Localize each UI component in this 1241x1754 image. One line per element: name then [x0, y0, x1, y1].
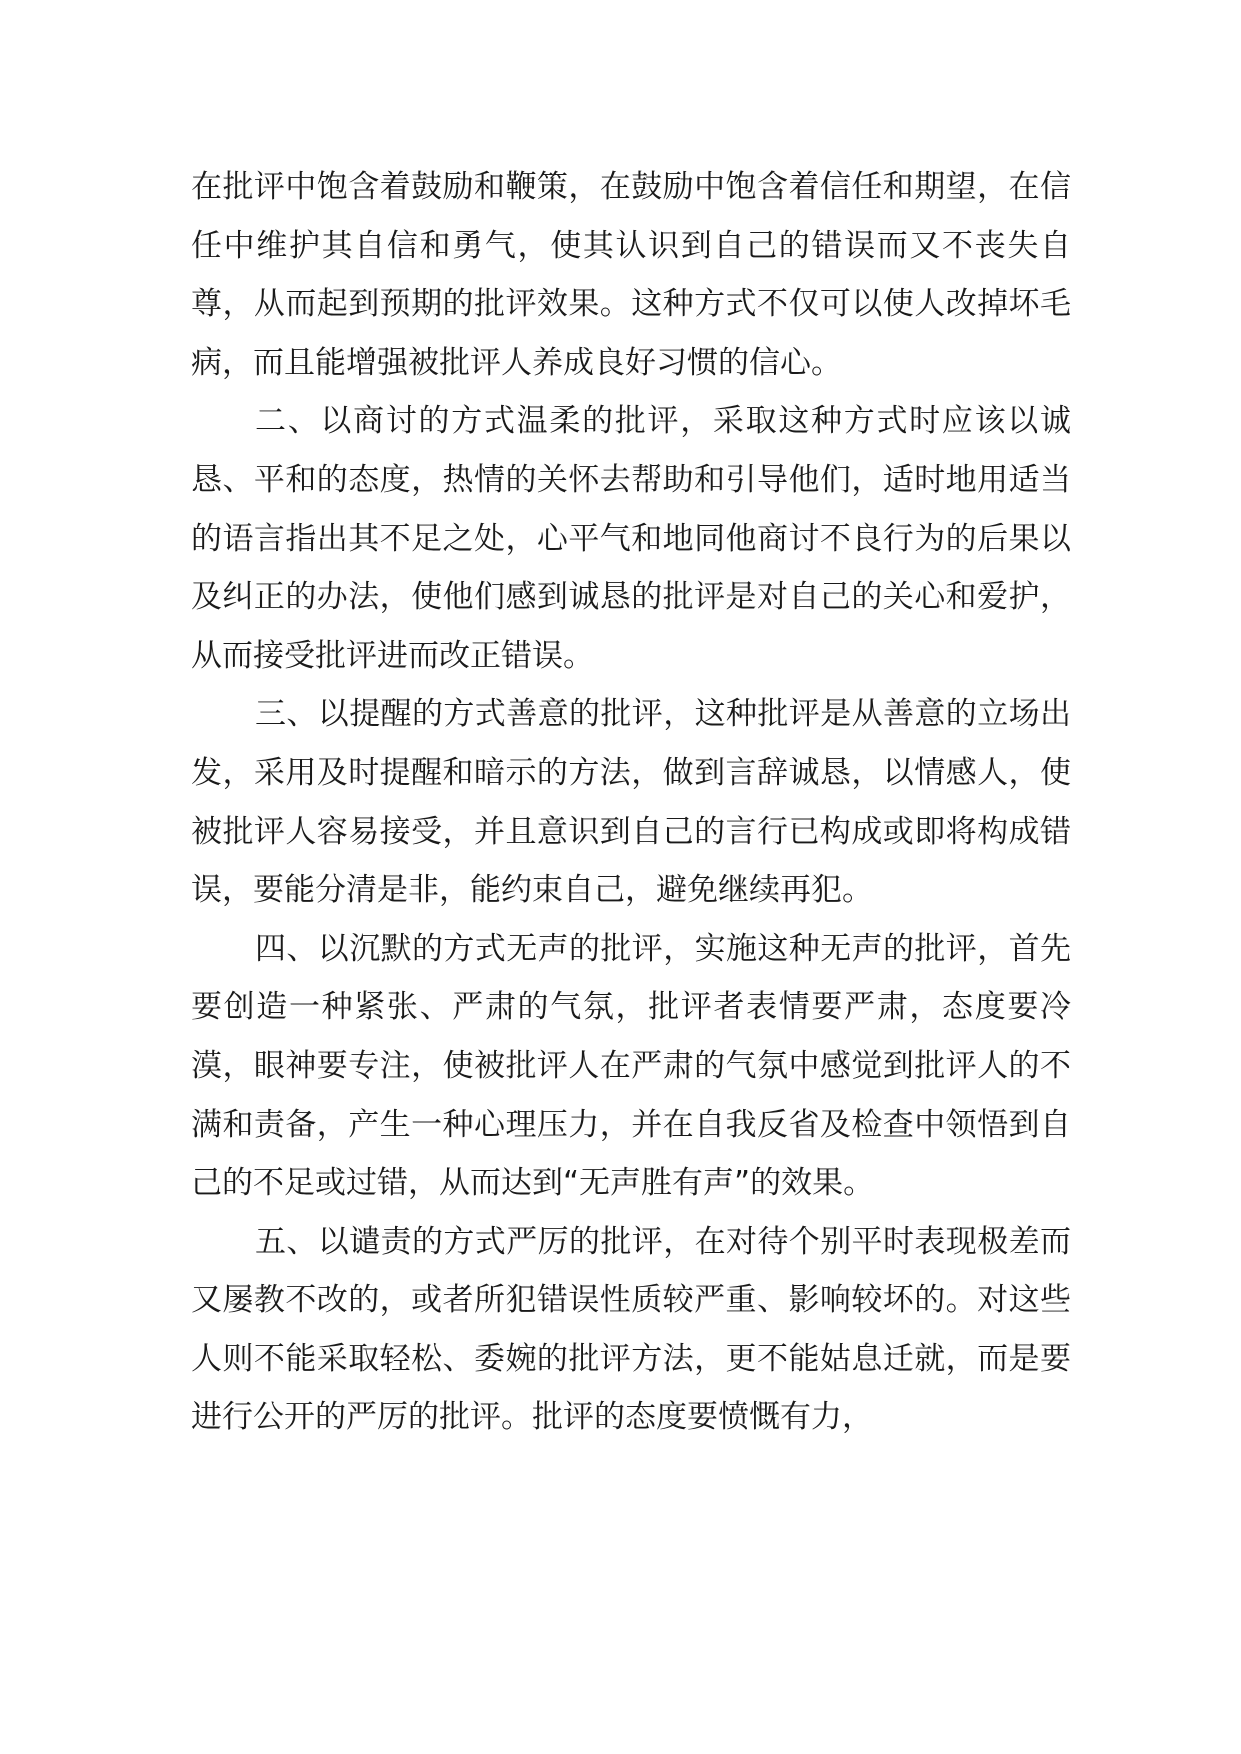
paragraph-section-2: 二、以商讨的方式温柔的批评，采取这种方式时应该以诚恳、平和的态度，热情的关怀去帮助和引导他们，适时地用适当的语言指出其不足之处，心平气和地同他商讨不良行为的后果以及纠正的办法，使他们感到诚恳的批评是对自己的关心和爱护，从而接受批评进而改正错误。: [191, 403, 1071, 674]
paragraph-section-3: 三、以提醒的方式善意的批评，这种批评是从善意的立场出发，采用及时提醒和暗示的方法，做到言辞诚恳，以情感人，使被批评人容易接受，并且意识到自己的言行已构成或即将构成错误，要能分清是非，能约束自己，避免继续再犯。: [191, 696, 1071, 909]
paragraph-section-5: 五、以谴责的方式严厉的批评，在对待个别平时表现极差而又屡教不改的，或者所犯错误性质较严重、影响较坏的。对这些人则不能采取轻松、委婉的批评方法，更不能姑息迁就，而是要进行公开的严厉的批评。批评的态度要愤慨有力，: [191, 1223, 1071, 1436]
paragraph-continuation: 在批评中饱含着鼓励和鞭策，在鼓励中饱含着信任和期望，在信任中维护其自信和勇气，使其认识到自己的错误而又不丧失自尊，从而起到预期的批评效果。这种方式不仅可以使人改掉坏毛病，而且能增强被批评人养成良好习惯的信心。: [191, 169, 1071, 381]
document-body: [191, 158, 1071, 1447]
paragraph-section-4: 四、以沉默的方式无声的批评，实施这种无声的批评，首先要创造一种紧张、严肃的气氛，批评者表情要严肃，态度要冷漠，眼神要专注，使被批评人在严肃的气氛中感觉到批评人的不满和责备，产生一种心理压力，并在自我反省及检查中领悟到自己的不足或过错，从而达到“无声胜有声”的效果。: [191, 930, 1071, 1202]
